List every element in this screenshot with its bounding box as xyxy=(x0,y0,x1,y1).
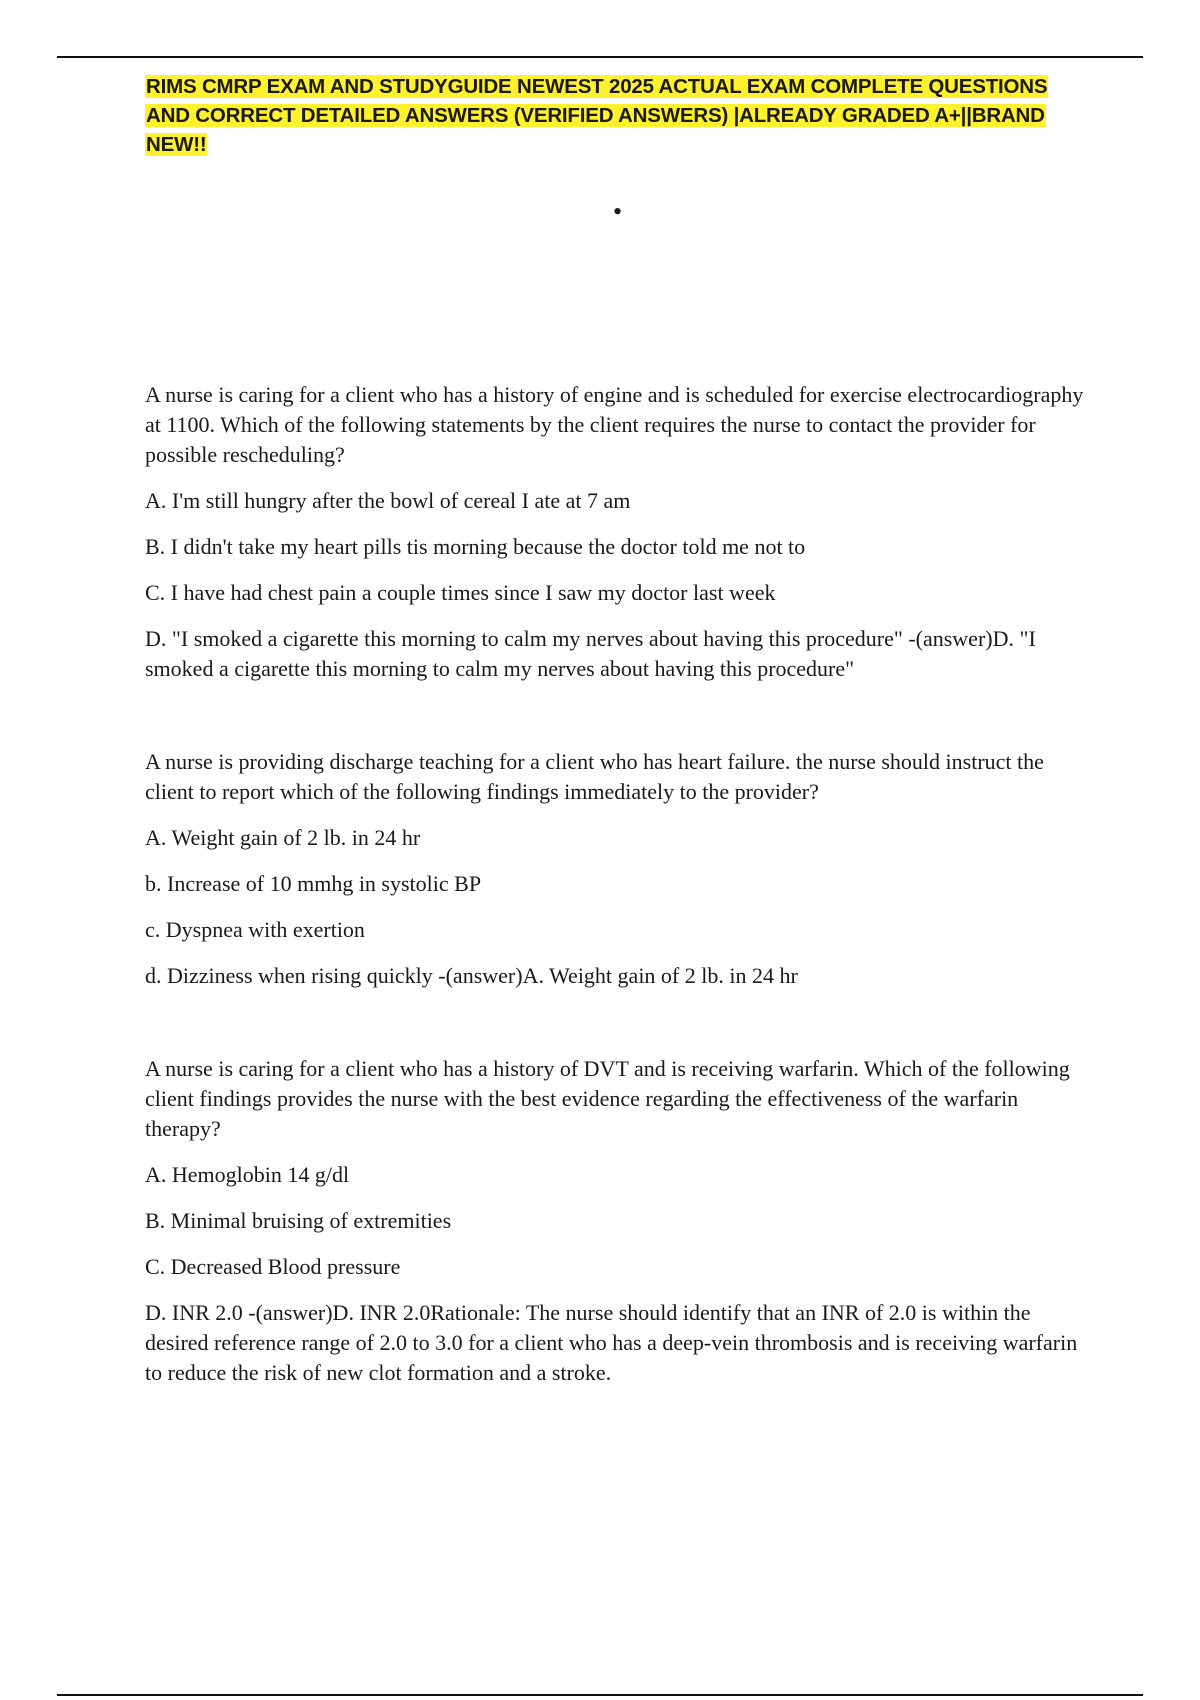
answer-option-a: A. Weight gain of 2 lb. in 24 hr xyxy=(145,825,421,850)
answer-option-b: b. Increase of 10 mmhg in systolic BP xyxy=(145,871,482,896)
answer-option-d: D. "I smoked a cigarette this morning to calm my nerves about having this procedure" -(answer)D. "I smoked a cigarette this morning to calm my nerves about having this procedure" xyxy=(145,626,1036,681)
top-rule xyxy=(57,56,1143,58)
question-2 xyxy=(145,747,1090,991)
answer-option-c: c. Dyspnea with exertion xyxy=(145,917,365,942)
question-stem: A nurse is caring for a client who has a history of DVT and is receiving warfarin. Which of the following client findings provides the nurse with the best evidence regarding the effectiveness of the warfarin therapy? xyxy=(145,1056,1070,1141)
answer-option-d: D. INR 2.0 -(answer)D. INR 2.0Rationale: The nurse should identify that an INR of 2.0 is within the desired reference range of 2.0 to 3.0 for a client who has a deep-vein thrombosis and is receiving warfarin to reduce the risk of new clot formation and a stroke. xyxy=(145,1300,1078,1385)
document-body xyxy=(145,72,1090,1404)
bullet-point: • xyxy=(612,197,623,226)
answer-option-c: C. Decreased Blood pressure xyxy=(145,1254,401,1279)
answer-option-a: A. I'm still hungry after the bowl of cereal I ate at 7 am xyxy=(145,488,631,513)
answer-option-d: d. Dizziness when rising quickly -(answer)A. Weight gain of 2 lb. in 24 hr xyxy=(145,963,798,988)
question-1 xyxy=(145,380,1090,684)
answer-option-a: A. Hemoglobin 14 g/dl xyxy=(145,1162,350,1187)
answer-option-b: B. Minimal bruising of extremities xyxy=(145,1208,452,1233)
answer-option-b: B. I didn't take my heart pills tis morning because the doctor told me not to xyxy=(145,534,806,559)
bottom-rule xyxy=(57,1694,1143,1696)
question-stem: A nurse is providing discharge teaching for a client who has heart failure. the nurse should instruct the client to report which of the following findings immediately to the provider? xyxy=(145,749,1044,804)
answer-option-c: C. I have had chest pain a couple times since I saw my doctor last week xyxy=(145,580,776,605)
question-stem: A nurse is caring for a client who has a history of engine and is scheduled for exercise electrocardiography at 1100. Which of the following statements by the client requires the nurse to contact the provider for possible rescheduling? xyxy=(145,382,1084,467)
title-highlight: RIMS CMRP EXAM AND STUDYGUIDE NEWEST 2025 ACTUAL EXAM COMPLETE QUESTIONS AND CORRECT DETAILED ANSWERS (VERIFIED ANSWERS) |ALREADY GRADED A+||BRAND NEW!! xyxy=(146,75,1048,156)
document-title xyxy=(145,72,1090,159)
question-3 xyxy=(145,1054,1090,1388)
